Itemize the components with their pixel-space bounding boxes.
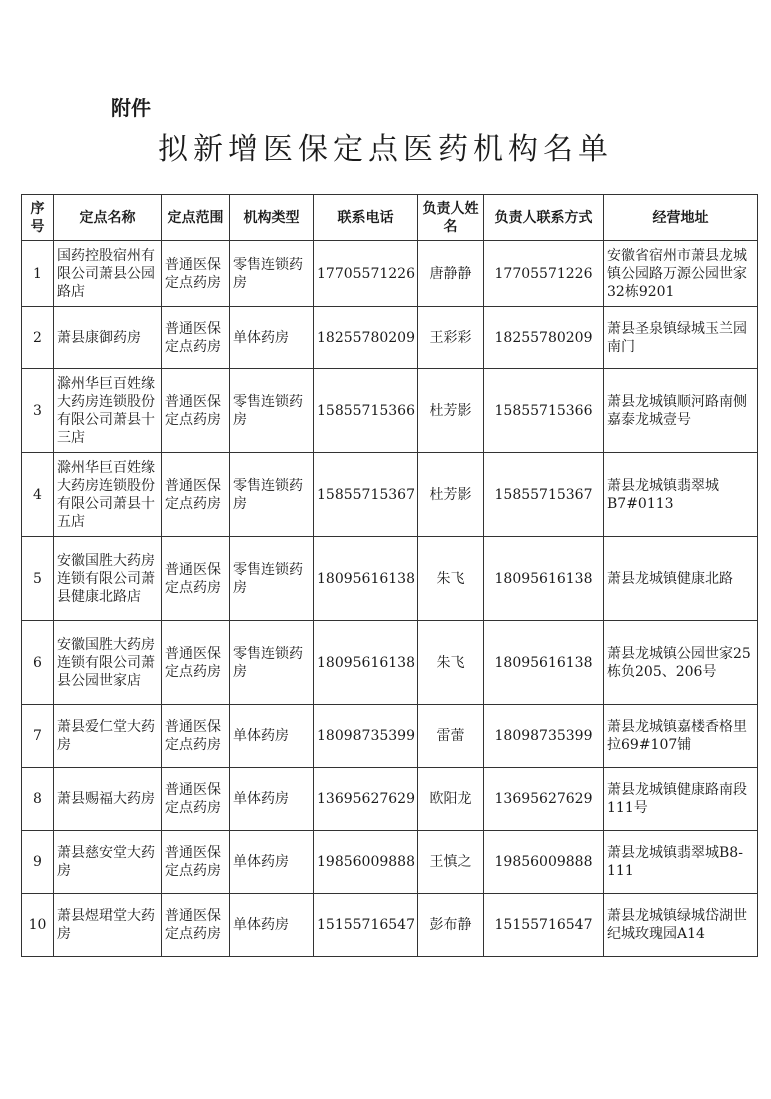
cell-phone: 18098735399	[314, 705, 418, 768]
table-row	[22, 537, 758, 621]
cell-contact: 13695627629	[484, 768, 604, 831]
cell-contact: 18095616138	[484, 621, 604, 705]
cell-address: 萧县龙城镇绿城岱湖世纪城玫瑰园A14	[604, 894, 758, 957]
cell-address: 萧县龙城镇顺河路南侧嘉泰龙城壹号	[604, 369, 758, 453]
cell-no: 2	[22, 307, 54, 369]
cell-no: 5	[22, 537, 54, 621]
cell-scope: 普通医保定点药房	[162, 369, 230, 453]
cell-name: 萧县康御药房	[54, 307, 162, 369]
header-contact: 负责人联系方式	[484, 195, 604, 241]
cell-no: 7	[22, 705, 54, 768]
cell-type: 单体药房	[230, 768, 314, 831]
table-row	[22, 621, 758, 705]
cell-person: 朱飞	[418, 621, 484, 705]
cell-person: 杜芳影	[418, 453, 484, 537]
cell-type: 零售连锁药房	[230, 453, 314, 537]
cell-scope: 普通医保定点药房	[162, 241, 230, 307]
document-title: 拟新增医保定点医药机构名单	[158, 132, 613, 167]
cell-person: 唐静静	[418, 241, 484, 307]
cell-no: 1	[22, 241, 54, 307]
cell-name: 萧县赐福大药房	[54, 768, 162, 831]
cell-name: 萧县煜珺堂大药房	[54, 894, 162, 957]
cell-name: 滁州华巨百姓缘大药房连锁股份有限公司萧县十三店	[54, 369, 162, 453]
table-row	[22, 705, 758, 768]
header-phone: 联系电话	[314, 195, 418, 241]
cell-no: 6	[22, 621, 54, 705]
cell-contact: 18098735399	[484, 705, 604, 768]
cell-scope: 普通医保定点药房	[162, 537, 230, 621]
cell-contact: 15855715367	[484, 453, 604, 537]
cell-contact: 19856009888	[484, 831, 604, 894]
cell-contact: 15855715366	[484, 369, 604, 453]
cell-phone: 19856009888	[314, 831, 418, 894]
cell-scope: 普通医保定点药房	[162, 831, 230, 894]
cell-scope: 普通医保定点药房	[162, 621, 230, 705]
cell-person: 王彩彩	[418, 307, 484, 369]
cell-name: 萧县爱仁堂大药房	[54, 705, 162, 768]
cell-no: 8	[22, 768, 54, 831]
cell-address: 萧县龙城镇翡翠城B7#0113	[604, 453, 758, 537]
cell-address: 安徽省宿州市萧县龙城镇公园路万源公园世家32栋9201	[604, 241, 758, 307]
table-row	[22, 453, 758, 537]
cell-no: 9	[22, 831, 54, 894]
table-row	[22, 241, 758, 307]
table-row	[22, 894, 758, 957]
cell-type: 零售连锁药房	[230, 241, 314, 307]
cell-phone: 18255780209	[314, 307, 418, 369]
cell-type: 零售连锁药房	[230, 537, 314, 621]
cell-address: 萧县龙城镇健康路南段111号	[604, 768, 758, 831]
cell-scope: 普通医保定点药房	[162, 705, 230, 768]
cell-phone: 15155716547	[314, 894, 418, 957]
cell-scope: 普通医保定点药房	[162, 453, 230, 537]
cell-contact: 18255780209	[484, 307, 604, 369]
header-address: 经营地址	[604, 195, 758, 241]
cell-address: 萧县龙城镇健康北路	[604, 537, 758, 621]
table-row	[22, 307, 758, 369]
cell-person: 王慎之	[418, 831, 484, 894]
header-name: 定点名称	[54, 195, 162, 241]
cell-person: 杜芳影	[418, 369, 484, 453]
cell-scope: 普通医保定点药房	[162, 894, 230, 957]
table-header-row	[22, 195, 758, 241]
cell-no: 4	[22, 453, 54, 537]
cell-person: 朱飞	[418, 537, 484, 621]
cell-contact: 17705571226	[484, 241, 604, 307]
cell-type: 单体药房	[230, 705, 314, 768]
cell-scope: 普通医保定点药房	[162, 768, 230, 831]
cell-phone: 15855715367	[314, 453, 418, 537]
cell-address: 萧县龙城镇公园世家25栋负205、206号	[604, 621, 758, 705]
cell-no: 3	[22, 369, 54, 453]
cell-phone: 18095616138	[314, 537, 418, 621]
cell-type: 单体药房	[230, 307, 314, 369]
header-person: 负责人姓名	[418, 195, 484, 241]
cell-address: 萧县圣泉镇绿城玉兰园南门	[604, 307, 758, 369]
cell-person: 欧阳龙	[418, 768, 484, 831]
header-type: 机构类型	[230, 195, 314, 241]
cell-address: 萧县龙城镇翡翠城B8-111	[604, 831, 758, 894]
cell-type: 单体药房	[230, 894, 314, 957]
cell-person: 雷蕾	[418, 705, 484, 768]
cell-name: 国药控股宿州有限公司萧县公园路店	[54, 241, 162, 307]
cell-scope: 普通医保定点药房	[162, 307, 230, 369]
cell-contact: 18095616138	[484, 537, 604, 621]
cell-name: 萧县慈安堂大药房	[54, 831, 162, 894]
cell-name: 安徽国胜大药房连锁有限公司萧县公园世家店	[54, 621, 162, 705]
header-scope: 定点范围	[162, 195, 230, 241]
table-row	[22, 831, 758, 894]
attachment-label: 附件	[111, 96, 151, 120]
cell-contact: 15155716547	[484, 894, 604, 957]
cell-name: 安徽国胜大药房连锁有限公司萧县健康北路店	[54, 537, 162, 621]
cell-no: 10	[22, 894, 54, 957]
table-row	[22, 369, 758, 453]
header-no: 序号	[22, 195, 54, 241]
cell-type: 零售连锁药房	[230, 621, 314, 705]
cell-phone: 15855715366	[314, 369, 418, 453]
cell-person: 彭布静	[418, 894, 484, 957]
table-row	[22, 768, 758, 831]
cell-phone: 13695627629	[314, 768, 418, 831]
cell-type: 零售连锁药房	[230, 369, 314, 453]
institution-table	[21, 194, 758, 957]
cell-phone: 18095616138	[314, 621, 418, 705]
cell-name: 滁州华巨百姓缘大药房连锁股份有限公司萧县十五店	[54, 453, 162, 537]
cell-address: 萧县龙城镇嘉楼香格里拉69#107铺	[604, 705, 758, 768]
cell-type: 单体药房	[230, 831, 314, 894]
cell-phone: 17705571226	[314, 241, 418, 307]
